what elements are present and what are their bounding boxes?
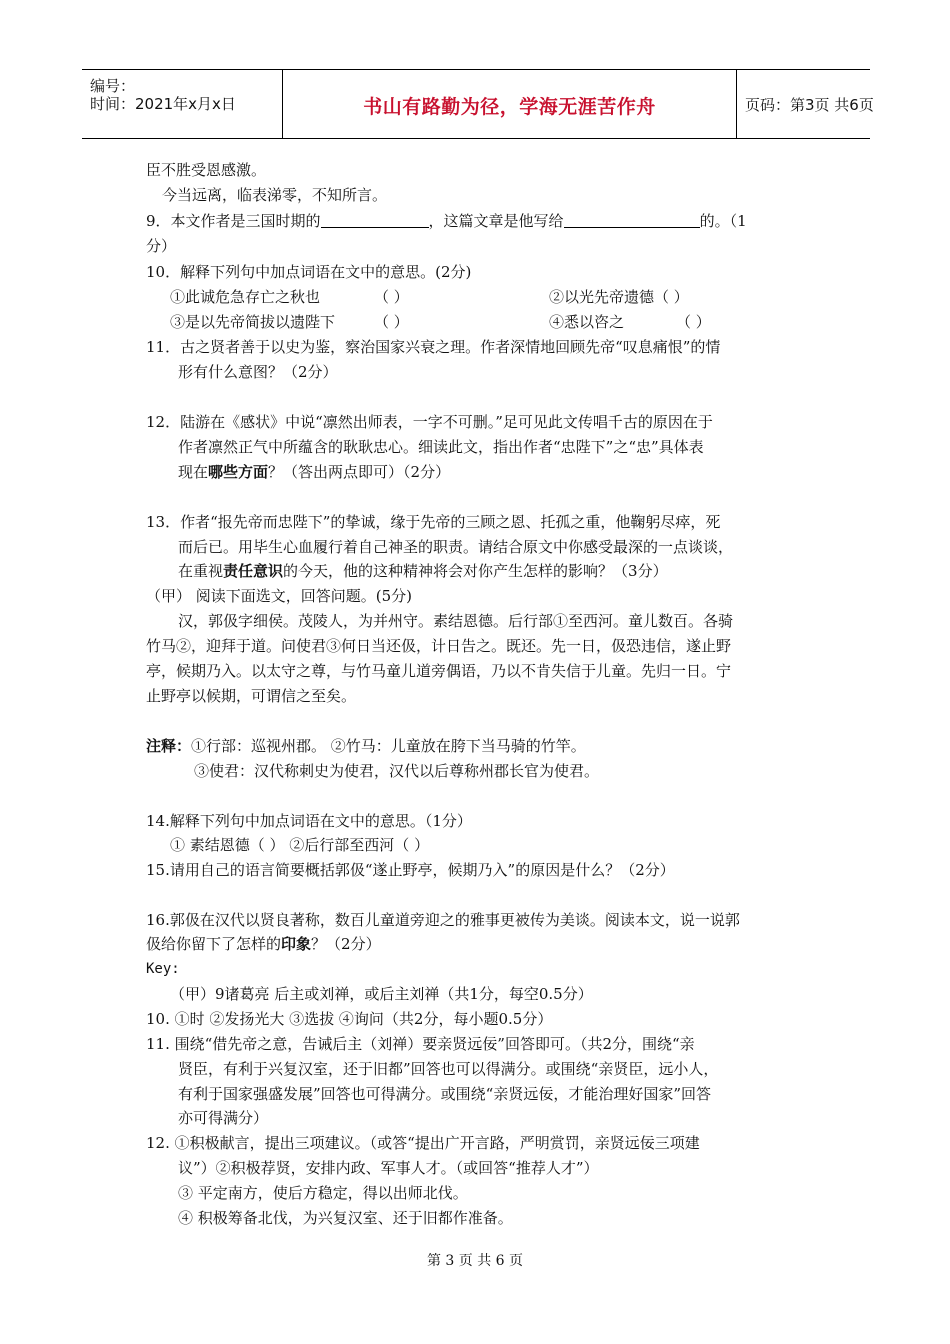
text-line xyxy=(146,934,381,954)
text-line: 形有什么意图？（2分） xyxy=(178,363,338,381)
question-10-item-2: ②以光先帝遗德（ ） xyxy=(549,288,689,306)
question-10: 10．解释下列句中加点词语在文中的意思。(2分) xyxy=(146,263,472,281)
text-line xyxy=(178,561,668,581)
question-16: 16.郭伋在汉代以贤良著称，数百儿童道旁迎之的雅事更被传为美谈。阅读本文，说一说郭 xyxy=(146,911,740,929)
question-15: 15.请用自己的语言简要概括郭伋“遂止野亭，候期乃入”的原因是什么？（2分） xyxy=(146,861,675,879)
passage-line: 汉，郭伋字细侯。茂陵人，为并州守。素结恩德。后行部①至西河。童儿数百。各骑 xyxy=(178,612,734,630)
text-span: ？（2分） xyxy=(311,935,381,953)
answer-line: 11. 围绕“借先帝之意，告诫后主（刘禅）要亲贤远佞”回答即可。（共2分，围绕“亲 xyxy=(146,1035,695,1053)
text-span: 的今天，他的这种精神将会对你产生怎样的影响？（3分） xyxy=(283,562,668,580)
bold-emphasis: 哪些方面 xyxy=(208,463,269,481)
answer-blank[interactable] xyxy=(321,211,429,228)
text-line xyxy=(178,462,450,482)
answer-line: 议”）②积极荐贤，安排内政、军事人才。（或回答“推荐人才”） xyxy=(178,1159,599,1177)
text-span: 伋给你留下了怎样的 xyxy=(146,935,282,953)
passage-line: 竹马②，迎拜于道。问使君③何日当还伋，计日告之。既还。先一日，伋恐违信，遂止野 xyxy=(146,637,732,655)
note-text: ③使君：汉代称刺史为使君，汉代以后尊称州郡长官为使君。 xyxy=(194,762,600,780)
passage-line: 亭，候期乃入。以太守之尊，与竹马童儿道旁偶语，乃以不肯失信于儿童。先归一日。宁 xyxy=(146,662,732,680)
question-text: 9．本文作者是三国时期的 xyxy=(146,212,321,230)
passage-line: 止野亭以候期，可谓信之至矣。 xyxy=(146,687,357,705)
answer-line: 亦可得满分） xyxy=(178,1109,269,1127)
question-14: 14.解释下列句中加点词语在文中的意思。（1分） xyxy=(146,812,472,830)
text-line: 分） xyxy=(146,237,177,255)
section-jia-heading: （甲） 阅读下面选文，回答问题。(5分) xyxy=(146,587,413,605)
header-center-cell xyxy=(282,70,737,138)
answer-line: ③ 平定南方，使后方稳定，得以出师北伐。 xyxy=(178,1184,468,1202)
text-line: 臣不胜受恩感激。 xyxy=(146,161,267,179)
answer-paren: （ ） xyxy=(374,288,409,306)
text-span: ？（答出两点即可）（2分） xyxy=(268,463,451,481)
header-right-cell xyxy=(736,70,874,138)
answer-line: （甲）9诸葛亮 后主或刘禅，或后主刘禅（共1分，每空0.5分） xyxy=(170,985,593,1003)
bold-emphasis: 责任意识 xyxy=(223,562,284,580)
header-left-cell xyxy=(82,70,282,138)
bold-emphasis: 印象 xyxy=(281,935,312,953)
text-line: 今当远离，临表涕零，不知所言。 xyxy=(162,186,388,204)
answer-line: 贤臣，有利于兴复汉室，还于旧都”回答也可以得满分。或围绕“亲贤臣，远小人， xyxy=(178,1060,719,1078)
text-span: 现在 xyxy=(178,463,209,481)
page-indicator: 页码：第3页 共6页 xyxy=(745,96,874,114)
answer-paren: （ ） xyxy=(676,313,711,331)
answer-line: 有利于国家强盛发展”回答也可得满分。或围绕“亲贤远佞，才能治理好国家”回答 xyxy=(178,1085,712,1103)
question-12: 12．陆游在《感状》中说“凛然出师表，一字不可删。”足可见此文传唱千古的原因在于 xyxy=(146,413,713,431)
answer-paren: （ ） xyxy=(374,313,409,331)
question-11: 11．古之贤者善于以史为鉴，察治国家兴衰之理。作者深情地回顾先帝“叹息痛恨”的情 xyxy=(146,338,721,356)
text-span: 在重视 xyxy=(178,562,224,580)
question-14-items: ① 素结恩德（ ） ②后行部至西河（ ） xyxy=(170,836,430,854)
question-text: 的。（1 xyxy=(699,212,747,230)
question-10-item-4: ④悉以咨之 xyxy=(549,313,625,331)
notes-line xyxy=(146,736,586,756)
answer-blank[interactable] xyxy=(564,211,700,228)
header-motto: 书山有路勤为径，学海无涯苦作舟 xyxy=(363,96,656,118)
page-footer: 第 3 页 共 6 页 xyxy=(426,1253,524,1269)
text-line: 作者凛然正气中所蕴含的耿耿忠心。细读此文，指出作者“忠陛下”之“忠”具体表 xyxy=(178,438,704,456)
question-text: ，这篇文章是他写给 xyxy=(428,212,564,230)
question-10-item-1: ①此诚危急存亡之秋也 xyxy=(170,288,321,306)
key-label: Key: xyxy=(146,961,180,977)
doc-number-label: 编号： xyxy=(90,77,136,95)
question-10-item-3: ③是以先帝简拔以遗陛下 xyxy=(170,313,336,331)
answer-line: ④ 积极筹备北伐，为兴复汉室、还于旧都作准备。 xyxy=(178,1209,513,1227)
question-9 xyxy=(146,211,747,231)
answer-line: 12. ①积极献言，提出三项建议。（或答“提出广开言路，严明赏罚，亲贤远佞三项建 xyxy=(146,1134,700,1152)
doc-date-label: 时间：2021年x月x日 xyxy=(90,95,236,113)
note-text: ①行部：巡视州郡。 ②竹马：儿童放在胯下当马骑的竹竿。 xyxy=(191,737,586,755)
question-13: 13．作者“报先帝而忠陛下”的挚诚，缘于先帝的三顾之恩、托孤之重，他鞠躬尽瘁，死 xyxy=(146,513,721,531)
answer-line: 10. ①时 ②发扬光大 ③选拔 ④询问（共2分，每小题0.5分） xyxy=(146,1010,553,1028)
page-header xyxy=(82,69,874,139)
notes-label: 注释： xyxy=(146,737,192,755)
text-line: 而后已。用毕生心血履行着自己神圣的职责。请结合原文中你感受最深的一点谈谈， xyxy=(178,538,734,556)
